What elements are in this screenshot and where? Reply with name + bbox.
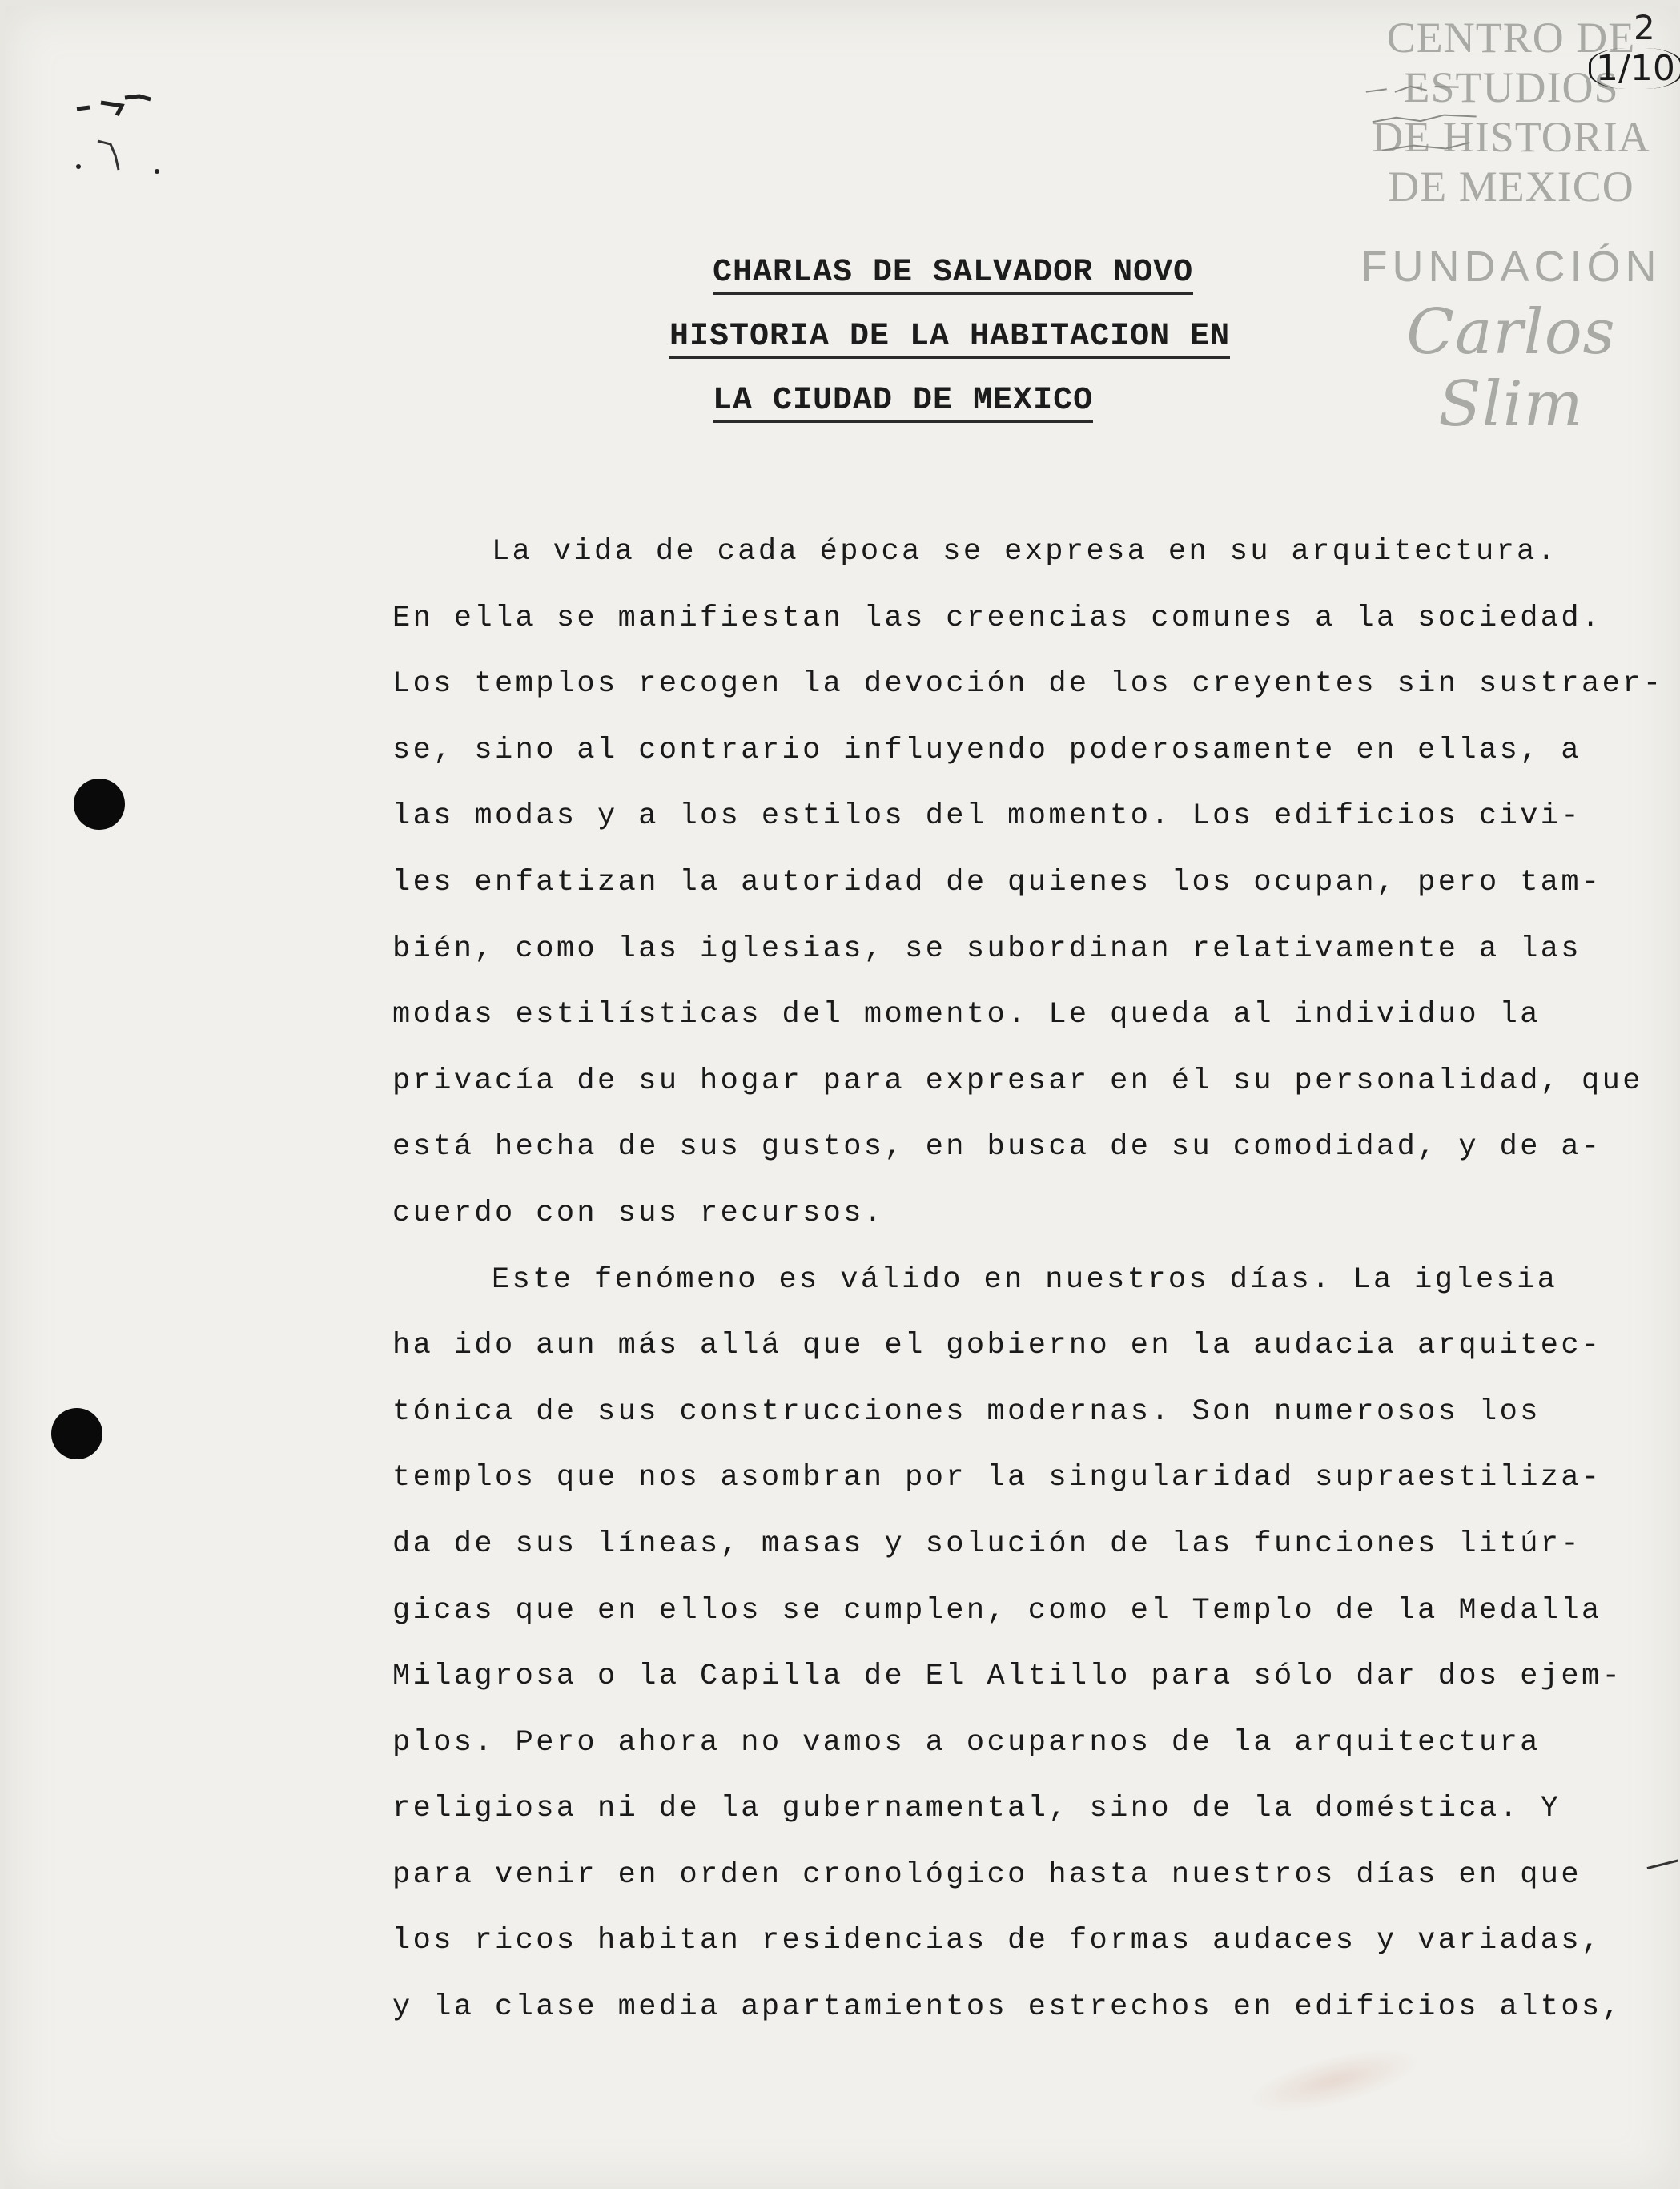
body-line: La vida de cada época se expresa en su arquitectura. [492,535,1558,569]
punch-hole-upper [74,779,125,830]
punch-hole-lower [51,1408,102,1459]
paper-stain [1243,2036,1425,2125]
body-line: las modas y a los estilos del momento. Los edificios civi- [392,799,1582,834]
page-number-mark: 2 [1634,8,1655,47]
body-line: bién, como las iglesias, se subordinan relativamente a las [392,932,1582,966]
body-line: modas estilísticas del momento. Le queda al individuo la [392,998,1541,1032]
body-line: Milagrosa o la Capilla de El Altillo para sólo dar dos ejem- [392,1660,1623,1694]
title-line-2: HISTORIA DE LA HABITACION EN [669,319,1230,359]
pencil-annotation [1362,73,1574,171]
title-line-1: CHARLAS DE SALVADOR NOVO [713,255,1193,295]
body-line: plos. Pero ahora no vamos a ocuparnos de la arquitectura [392,1725,1541,1760]
body-line: Los templos recogen la devoción de los creyentes sin sustraer- [392,667,1664,702]
folio-annotation: 1/10 [1589,48,1680,89]
body-line: les enfatizan la autoridad de quienes los ocupan, pero tam- [392,865,1602,899]
body-line: tónica de sus construcciones modernas. Son numerosos los [392,1394,1541,1429]
body-line: cuerdo con sus recursos. [392,1196,885,1230]
body-line: para venir en orden cronológico hasta nuestros días en que [392,1857,1582,1892]
ink-smudge [74,93,218,189]
document-page [5,6,1678,2189]
stamp-line-mexico: DE MEXICO [1388,163,1634,211]
body-line: da de sus líneas, masas y solución de las funciones litúr- [392,1527,1582,1561]
body-line: religiosa ni de la gubernamental, sino de la doméstica. Y [392,1792,1561,1826]
stamp-line-carlos-slim: Carlos Slim [1406,296,1616,441]
body-line: se, sino al contrario influyendo poderosamente en ellas, a [392,733,1582,767]
margin-mark [1647,1859,1680,1880]
stamp-line-estudios: ESTUDIOS [1403,63,1619,111]
stamp-line-centro: CENTRO DE [1386,14,1636,62]
body-line: privacía de su hogar para expresar en él su personalidad, que [392,1064,1643,1098]
body-text [392,519,1664,2041]
body-line: Este fenómeno es válido en nuestros días. La iglesia [492,1262,1558,1297]
body-line: los ricos habitan residencias de formas audaces y variadas, [392,1924,1602,1958]
stamp-line-fundacion: FUNDACIÓN [1360,243,1662,291]
body-line: templos que nos asombran por la singularidad supraestiliza- [392,1461,1602,1495]
body-line: y la clase media apartamientos estrechos en edificios altos, [392,1990,1623,2025]
body-line: gicas que en ellos se cumplen, como el Templo de la Medalla [392,1593,1602,1628]
title-line-3: LA CIUDAD DE MEXICO [713,383,1093,423]
body-line: En ella se manifiestan las creencias comunes a la sociedad. [392,601,1602,635]
body-line: ha ido aun más allá que el gobierno en la audacia arquitec- [392,1329,1602,1363]
body-line: está hecha de sus gustos, en busca de su comodidad, y de a- [392,1130,1602,1165]
stamp-line-historia: DE HISTORIA [1372,113,1650,161]
